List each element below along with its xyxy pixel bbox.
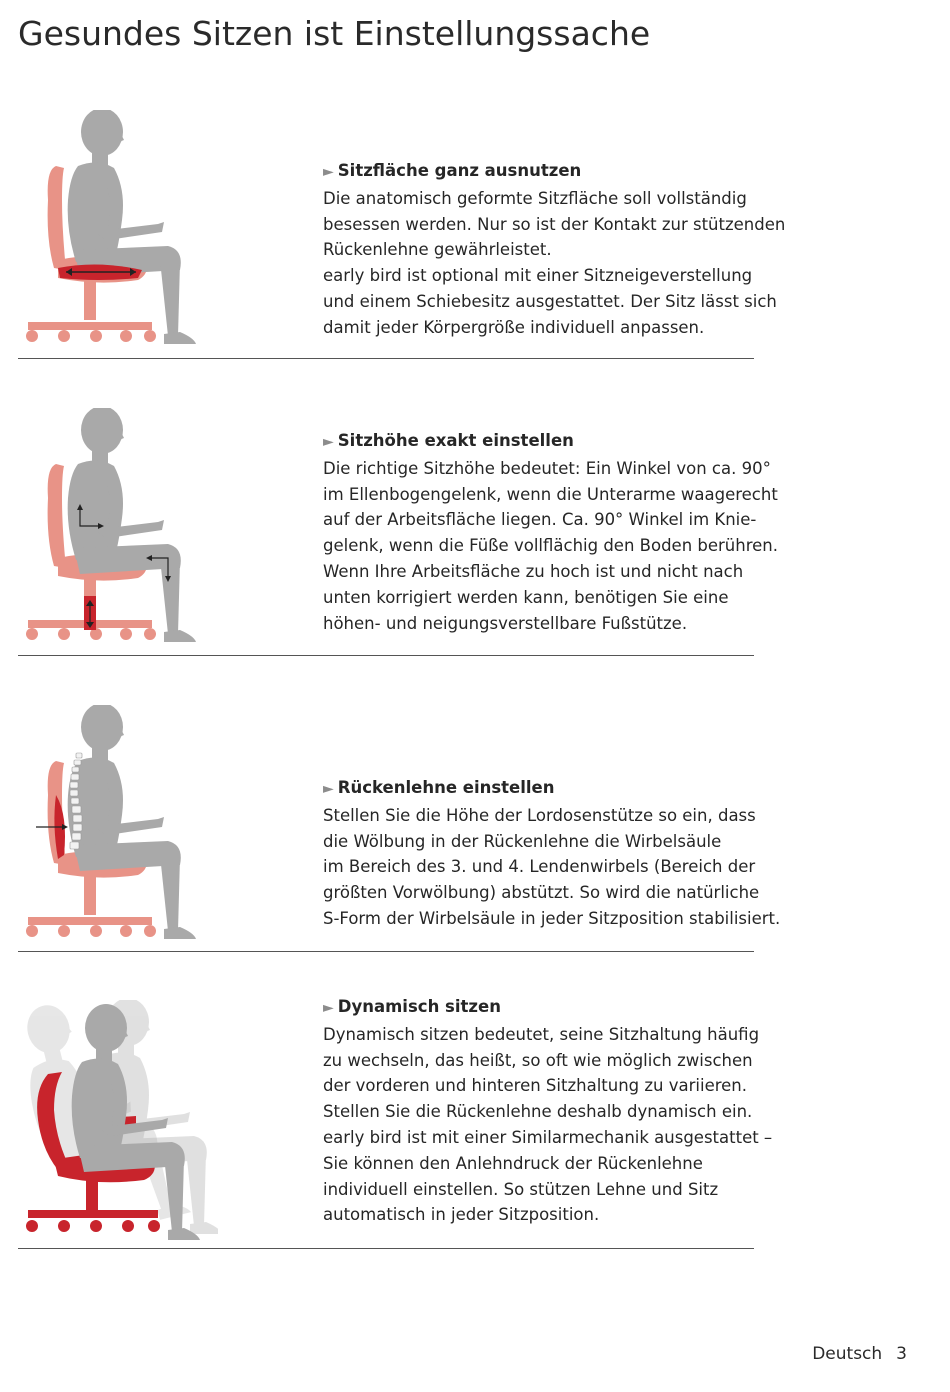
- seat-surface-illustration: [18, 110, 218, 354]
- seat-height-illustration: [18, 408, 218, 657]
- body-line: early bird ist mit einer Similarmechanik ausgestattet –: [323, 1127, 773, 1147]
- body-line: im Ellenbogengelenk, wenn die Unterarme waagerecht: [323, 484, 778, 504]
- dynamic-sitting-illustration: [18, 1000, 218, 1254]
- section-heading: ► Sitzfläche ganz ausnutzen: [323, 161, 582, 180]
- page-footer: [812, 1344, 907, 1364]
- body-line: S-Form der Wirbelsäule in jeder Sitzposition stabilisiert.: [323, 908, 781, 928]
- body-line: im Bereich des 3. und 4. Lendenwirbels (Bereich der: [323, 857, 756, 877]
- triangle-bullet-icon: ►: [323, 1000, 334, 1016]
- body-line: höhen- und neigungsverstellbare Fußstütze.: [323, 613, 688, 633]
- section-text: [323, 775, 781, 932]
- body-line: Stellen Sie die Höhe der Lordosenstütze so ein, dass: [323, 805, 756, 825]
- body-line: individuell einstellen. So stützen Lehne und Sitz: [323, 1179, 719, 1199]
- section-divider: [18, 358, 754, 359]
- section-text: [323, 428, 778, 636]
- body-line: die Wölbung in der Rückenlehne die Wirbelsäule: [323, 831, 722, 851]
- backrest-spine-illustration: [18, 705, 218, 954]
- language-label: Deutsch: [812, 1344, 883, 1364]
- page-title: Gesundes Sitzen ist Einstellungssache: [18, 14, 651, 53]
- body-line: größten Vorwölbung) abstützt. So wird die natürliche: [323, 883, 760, 903]
- body-line: zu wechseln, das heißt, so oft wie möglich zwischen: [323, 1050, 753, 1070]
- body-line: und einem Schiebesitz ausgestattet. Der Sitz lässt sich: [323, 291, 777, 311]
- body-line: early bird ist optional mit einer Sitzneigeverstellung: [323, 266, 753, 286]
- body-line: unten korrigiert werden kann, benötigen Sie eine: [323, 587, 729, 607]
- body-line: automatisch in jeder Sitzposition.: [323, 1205, 600, 1225]
- body-line: Stellen Sie die Rückenlehne deshalb dynamisch ein.: [323, 1102, 753, 1122]
- section-divider: [18, 655, 754, 656]
- triangle-bullet-icon: ►: [323, 434, 334, 450]
- section-text: [323, 994, 773, 1228]
- body-line: Sie können den Anlehndruck der Rückenlehne: [323, 1153, 703, 1173]
- section-text: [323, 158, 786, 341]
- section-heading: ► Dynamisch sitzen: [323, 997, 501, 1016]
- section-heading: ► Sitzhöhe exakt einstellen: [323, 431, 574, 450]
- page-number: 3: [896, 1344, 907, 1364]
- section-divider: [18, 951, 754, 952]
- body-line: auf der Arbeitsfläche liegen. Ca. 90° Winkel im Knie-: [323, 510, 757, 530]
- body-line: Die anatomisch geformte Sitzfläche soll vollständig: [323, 188, 747, 208]
- body-line: der vorderen und hinteren Sitzhaltung zu variieren.: [323, 1076, 747, 1096]
- body-line: damit jeder Körpergröße individuell anpassen.: [323, 317, 705, 337]
- triangle-bullet-icon: ►: [323, 781, 334, 797]
- section-heading: ► Rückenlehne einstellen: [323, 778, 555, 797]
- section-divider: [18, 1248, 754, 1249]
- body-line: besessen werden. Nur so ist der Kontakt zur stützenden: [323, 214, 786, 234]
- body-line: Dynamisch sitzen bedeutet, seine Sitzhaltung häufig: [323, 1024, 760, 1044]
- body-line: gelenk, wenn die Füße vollflächig den Boden berühren.: [323, 536, 778, 556]
- body-line: Wenn Ihre Arbeitsfläche zu hoch ist und nicht nach: [323, 561, 744, 581]
- body-line: Die richtige Sitzhöhe bedeutet: Ein Winkel von ca. 90°: [323, 458, 771, 478]
- body-line: Rückenlehne gewährleistet.: [323, 240, 552, 260]
- triangle-bullet-icon: ►: [323, 164, 334, 180]
